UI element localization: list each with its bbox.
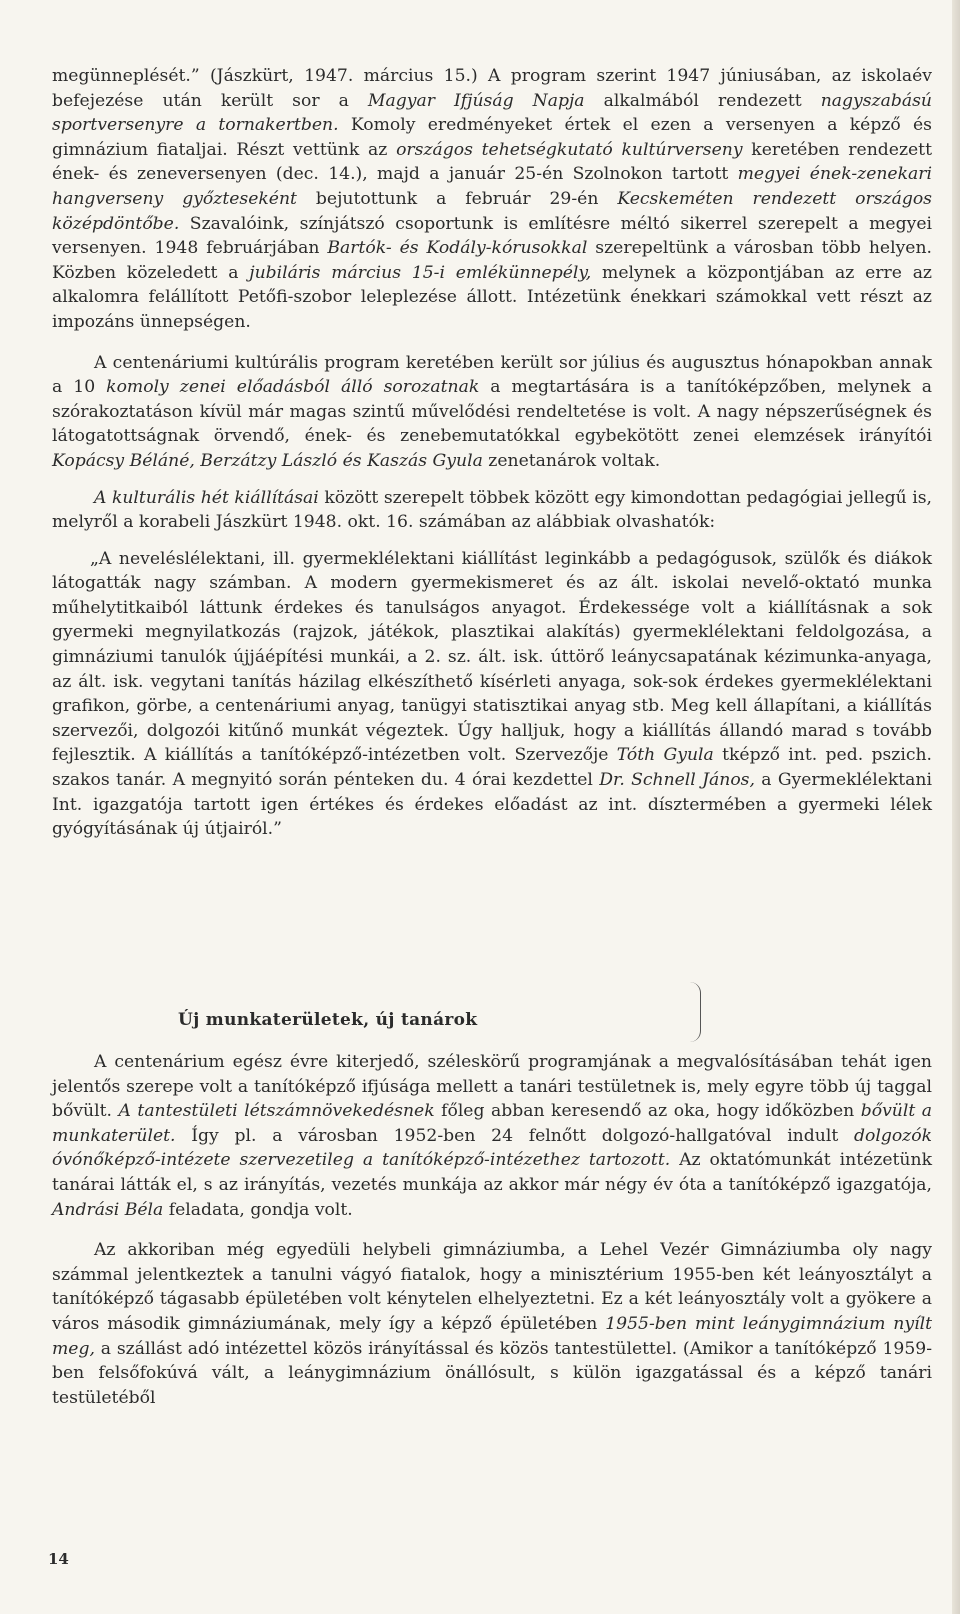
italic-run: komoly zenei előadásból álló sorozatnak	[106, 377, 480, 398]
page-edge-shadow	[952, 0, 960, 1614]
italic-run: Kecskeméten rendezett országos középdöntőbe.	[52, 188, 933, 234]
text-run: bejutottunk a február 29-én	[296, 188, 618, 209]
text-run: Az akkoriban még egyedüli helybeli gimnáziumba, a Lehel Vezér Gimnáziumba oly nagy számmal jelentkeztek a tanulni vágyó fiatalok, hogy a minisztérium 1955-ben két leányosztályt a tanítóképző tágasabb épületében volt kénytelen elhelyeztetni. Ez a két leányosztály volt a gyökere a város második gimnáziumának, mely így a képző épületében	[52, 1240, 932, 1334]
page-number: 14	[48, 1550, 69, 1568]
italic-run: Kopácsy Béláné, Berzátzy László és Kaszás Gyula	[52, 450, 483, 471]
paragraph-6	[52, 1238, 932, 1410]
text-run: tképző int. ped. pszich. szakos tanár. A megnyitó során pénteken du. 4 órai kezdettel	[52, 745, 932, 791]
italic-run: A kulturális hét kiállításai	[94, 487, 319, 508]
paragraph-3	[52, 486, 932, 535]
italic-run: országos tehetségkutató kultúrverseny	[396, 139, 743, 160]
paragraph-5	[52, 1050, 932, 1222]
page-body-bottom	[52, 1050, 932, 1410]
page-body-top	[52, 64, 932, 842]
text-run: Komoly eredményeket értek el ezen a versenyen a képző és gimnázium fiataljai. Részt vettünk az	[52, 115, 932, 160]
italic-run: jubiláris március 15-i emlékünnepély,	[249, 262, 592, 283]
italic-run: Andrási Béla	[52, 1199, 164, 1220]
text-run: Az oktatómunkát intézetünk tanárai látták el, s az irányítás, vezetés munkája az akkor már négy év óta a tanítóképző igazgatója,	[52, 1150, 932, 1195]
paragraph-2	[52, 351, 932, 474]
text-run: keretében rendezett ének- és zeneversenyen (dec. 14.), majd a január 25-én Szolnokon tartott	[52, 139, 932, 185]
italic-run: bővült a munkaterület.	[52, 1101, 932, 1146]
text-run: Így pl. a városban 1952-ben 24 felnőtt dolgozó-hallgatóval indult	[175, 1125, 854, 1146]
text-run: melynek a központjában az erre az alkalomra felállított Petőfi-szobor leleplezése állott. Intézetünk énekkari számokkal vett részt az impozáns ünnepségen.	[52, 262, 932, 332]
text-run: alkalmából rendezett	[584, 90, 821, 111]
italic-run: megyei ének-zenekari hangverseny győzteseként	[52, 164, 932, 209]
section-heading: Új munkaterületek, új tanárok	[178, 1010, 478, 1030]
quote-paragraph	[52, 547, 932, 842]
text-run: zenetanárok voltak.	[482, 450, 661, 471]
text-run: között szerepelt többek között egy kimondottan pedagógiai jellegű is, melyről a korabeli Jászkürt 1948. okt. 16. számában az alábbiak olvashatók:	[52, 487, 933, 533]
text-run: A centenáriumi kultúrális program keretében került sor július és augusztus hónapokban annak a 10	[52, 352, 932, 398]
margin-mark	[690, 982, 701, 1042]
text-run: szerepeltünk a városban több helyen. Közben közeledett a	[52, 238, 933, 283]
text-run: A centenárium egész évre kiterjedő, széleskörű programjának a megvalósításában tehát igen jelentős szerepe volt a tanítóképző ifjúsága mellett a tanári testületnek is, mely egyre több új taggal bővült.	[52, 1052, 932, 1122]
italic-run: A tantestületi létszámnövekedésnek	[118, 1101, 435, 1122]
italic-run: Dr. Schnell János,	[599, 770, 755, 791]
text-run: Szavalóink, színjátszó csoportunk is említésre méltó sikerrel szerepelt a megyei versenyen. 1948 februárjában	[52, 213, 932, 259]
text-run: főleg abban keresendő az oka, hogy időközben	[434, 1101, 861, 1122]
text-run: a szállást adó intézettel közös irányítással és közös tantestülettel. (Amikor a tanítóképző 1959-ben felsőfokúvá vált, a leánygimnázium önállósult, s külön igazgatással és a képző tanári testületéből	[52, 1338, 932, 1408]
italic-run: Bartók- és Kodály-kórusokkal	[327, 238, 588, 259]
text-run: feladata, gondja volt.	[163, 1199, 353, 1220]
paragraph-1	[52, 64, 932, 335]
text-run: megünneplését.” (Jászkürt, 1947. március 15.) A program szerint 1947 júniusában, az iskolaév befejezése után került sor a	[52, 66, 932, 111]
text-run: a Gyermeklélektani Int. igazgatója tartott igen értékes és érdekes előadást az int. dísztermében a gyermeki lélek gyógyításának új útjairól.”	[52, 770, 932, 840]
text-run: a megtartására is a tanítóképzőben, melynek a szórakoztatáson kívül már magas szintű művelődési rendeltetése is volt. A nagy népszerűségnek és látogatottságnak örvendő, ének- és zenebemutatókkal egybekötött zenei elemzések irányítói	[52, 377, 932, 447]
italic-run: Magyar Ifjúság Napja	[367, 90, 585, 111]
text-run: „A neveléslélektani, ill. gyermeklélektani kiállítást leginkább a pedagógusok, szülők és diákok látogatták nagy számban. A modern gyermekismeret és az ált. iskolai nevelő-oktató munka műhelytitkaiból láttunk érdekes és tanulságos anyagot. Érdekessége volt a kiállításnak a sok gyermeki megnyilatkozás (rajzok, játékok, plasztikai alakítás) gyermeklélektani feldolgozása, a gimnáziumi tanulók újjáépítési munkái, a 2. sz. ált. isk. úttörő leánycsapatának kézimunka-anyaga, az ált. isk. vegytani tanítás házilag elkészíthető kísérleti anyaga, sok-sok érdekes gyermeklélektani grafikon, görbe, a centenáriumi anyag, tanügyi statisztikai anyag stb. Meg kell állapítani, a kiállítás szervezői, dolgozói kitűnő munkát végeztek. Úgy halljuk, hogy a kiállítás állandó marad s tovább fejlesztik. A kiállítás a tanítóképző-intézetben volt. Szervezője	[52, 548, 932, 766]
italic-run: dolgozók óvónőképző-intézete szervezetileg a tanítóképző-intézethez tartozott.	[52, 1125, 932, 1171]
italic-run: 1955-ben mint leánygimnázium nyílt meg,	[52, 1313, 932, 1359]
italic-run: nagyszabású sportversenyre a tornakertben.	[52, 90, 932, 136]
italic-run: Tóth Gyula	[616, 745, 714, 766]
